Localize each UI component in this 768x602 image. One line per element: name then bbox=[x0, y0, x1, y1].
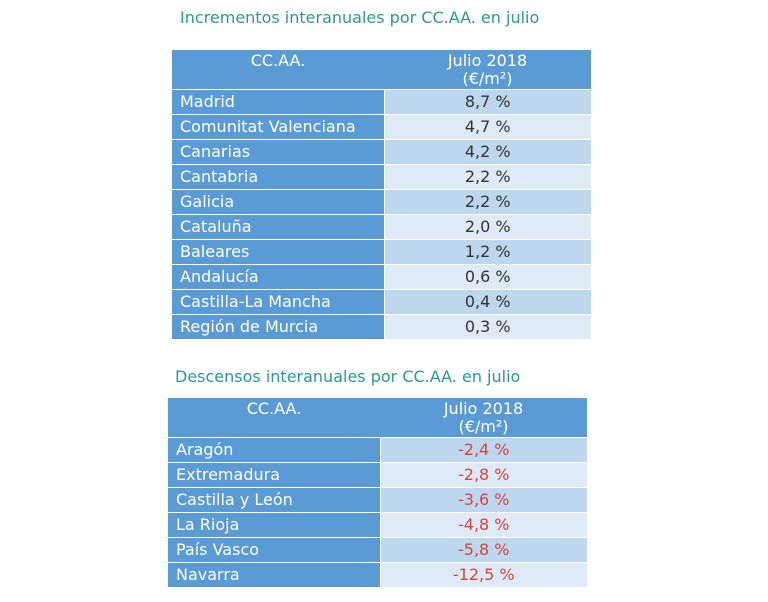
table-row bbox=[168, 563, 587, 588]
table-row bbox=[168, 488, 587, 513]
region-cell: La Rioja bbox=[168, 513, 380, 538]
region-cell: Cantabria bbox=[172, 165, 384, 190]
value-cell: -2,4 % bbox=[380, 438, 587, 463]
table-row bbox=[168, 438, 587, 463]
increments-header-row bbox=[172, 50, 591, 90]
table-row bbox=[172, 215, 591, 240]
value-cell: -12,5 % bbox=[380, 563, 587, 588]
table-row bbox=[172, 190, 591, 215]
value-cell: -5,8 % bbox=[380, 538, 587, 563]
decrements-table bbox=[168, 398, 587, 588]
region-cell: Navarra bbox=[168, 563, 380, 588]
increments-table bbox=[172, 50, 591, 340]
value-cell: 1,2 % bbox=[384, 240, 591, 265]
region-cell: Canarias bbox=[172, 140, 384, 165]
table-row bbox=[168, 463, 587, 488]
value-cell: 0,6 % bbox=[384, 265, 591, 290]
decrements-header-value-line2: (€/m²) bbox=[458, 417, 509, 436]
value-cell: -4,8 % bbox=[380, 513, 587, 538]
region-cell: Castilla y León bbox=[168, 488, 380, 513]
increments-header-value-line2: (€/m²) bbox=[462, 69, 513, 88]
value-cell: 2,2 % bbox=[384, 190, 591, 215]
region-cell: Extremadura bbox=[168, 463, 380, 488]
region-cell: Cataluña bbox=[172, 215, 384, 240]
increments-title: Incrementos interanuales por CC.AA. en julio bbox=[180, 8, 540, 27]
value-cell: 0,3 % bbox=[384, 315, 591, 340]
value-cell: 2,0 % bbox=[384, 215, 591, 240]
value-cell: 2,2 % bbox=[384, 165, 591, 190]
region-cell: Región de Murcia bbox=[172, 315, 384, 340]
table-row bbox=[172, 165, 591, 190]
table-row bbox=[172, 140, 591, 165]
value-cell: -2,8 % bbox=[380, 463, 587, 488]
region-cell: Andalucía bbox=[172, 265, 384, 290]
table-row bbox=[168, 538, 587, 563]
region-cell: Comunitat Valenciana bbox=[172, 115, 384, 140]
region-cell: Galicia bbox=[172, 190, 384, 215]
table-row bbox=[172, 115, 591, 140]
decrements-header-region: CC.AA. bbox=[168, 398, 380, 438]
decrements-header-row bbox=[168, 398, 587, 438]
value-cell: 4,2 % bbox=[384, 140, 591, 165]
region-cell: Madrid bbox=[172, 90, 384, 115]
increments-header-value-line1: Julio 2018 bbox=[447, 51, 528, 70]
value-cell: 0,4 % bbox=[384, 290, 591, 315]
table-row bbox=[172, 265, 591, 290]
table-row bbox=[172, 290, 591, 315]
table-row bbox=[172, 240, 591, 265]
increments-header-region: CC.AA. bbox=[172, 50, 384, 90]
decrements-title: Descensos interanuales por CC.AA. en julio bbox=[175, 367, 521, 386]
region-cell: Aragón bbox=[168, 438, 380, 463]
value-cell: 8,7 % bbox=[384, 90, 591, 115]
decrements-header-value-line1: Julio 2018 bbox=[443, 399, 524, 418]
value-cell: 4,7 % bbox=[384, 115, 591, 140]
region-cell: Baleares bbox=[172, 240, 384, 265]
table-row bbox=[172, 90, 591, 115]
table-row bbox=[168, 513, 587, 538]
decrements-header-value bbox=[380, 398, 587, 438]
region-cell: País Vasco bbox=[168, 538, 380, 563]
region-cell: Castilla-La Mancha bbox=[172, 290, 384, 315]
table-row bbox=[172, 315, 591, 340]
value-cell: -3,6 % bbox=[380, 488, 587, 513]
increments-header-value bbox=[384, 50, 591, 90]
